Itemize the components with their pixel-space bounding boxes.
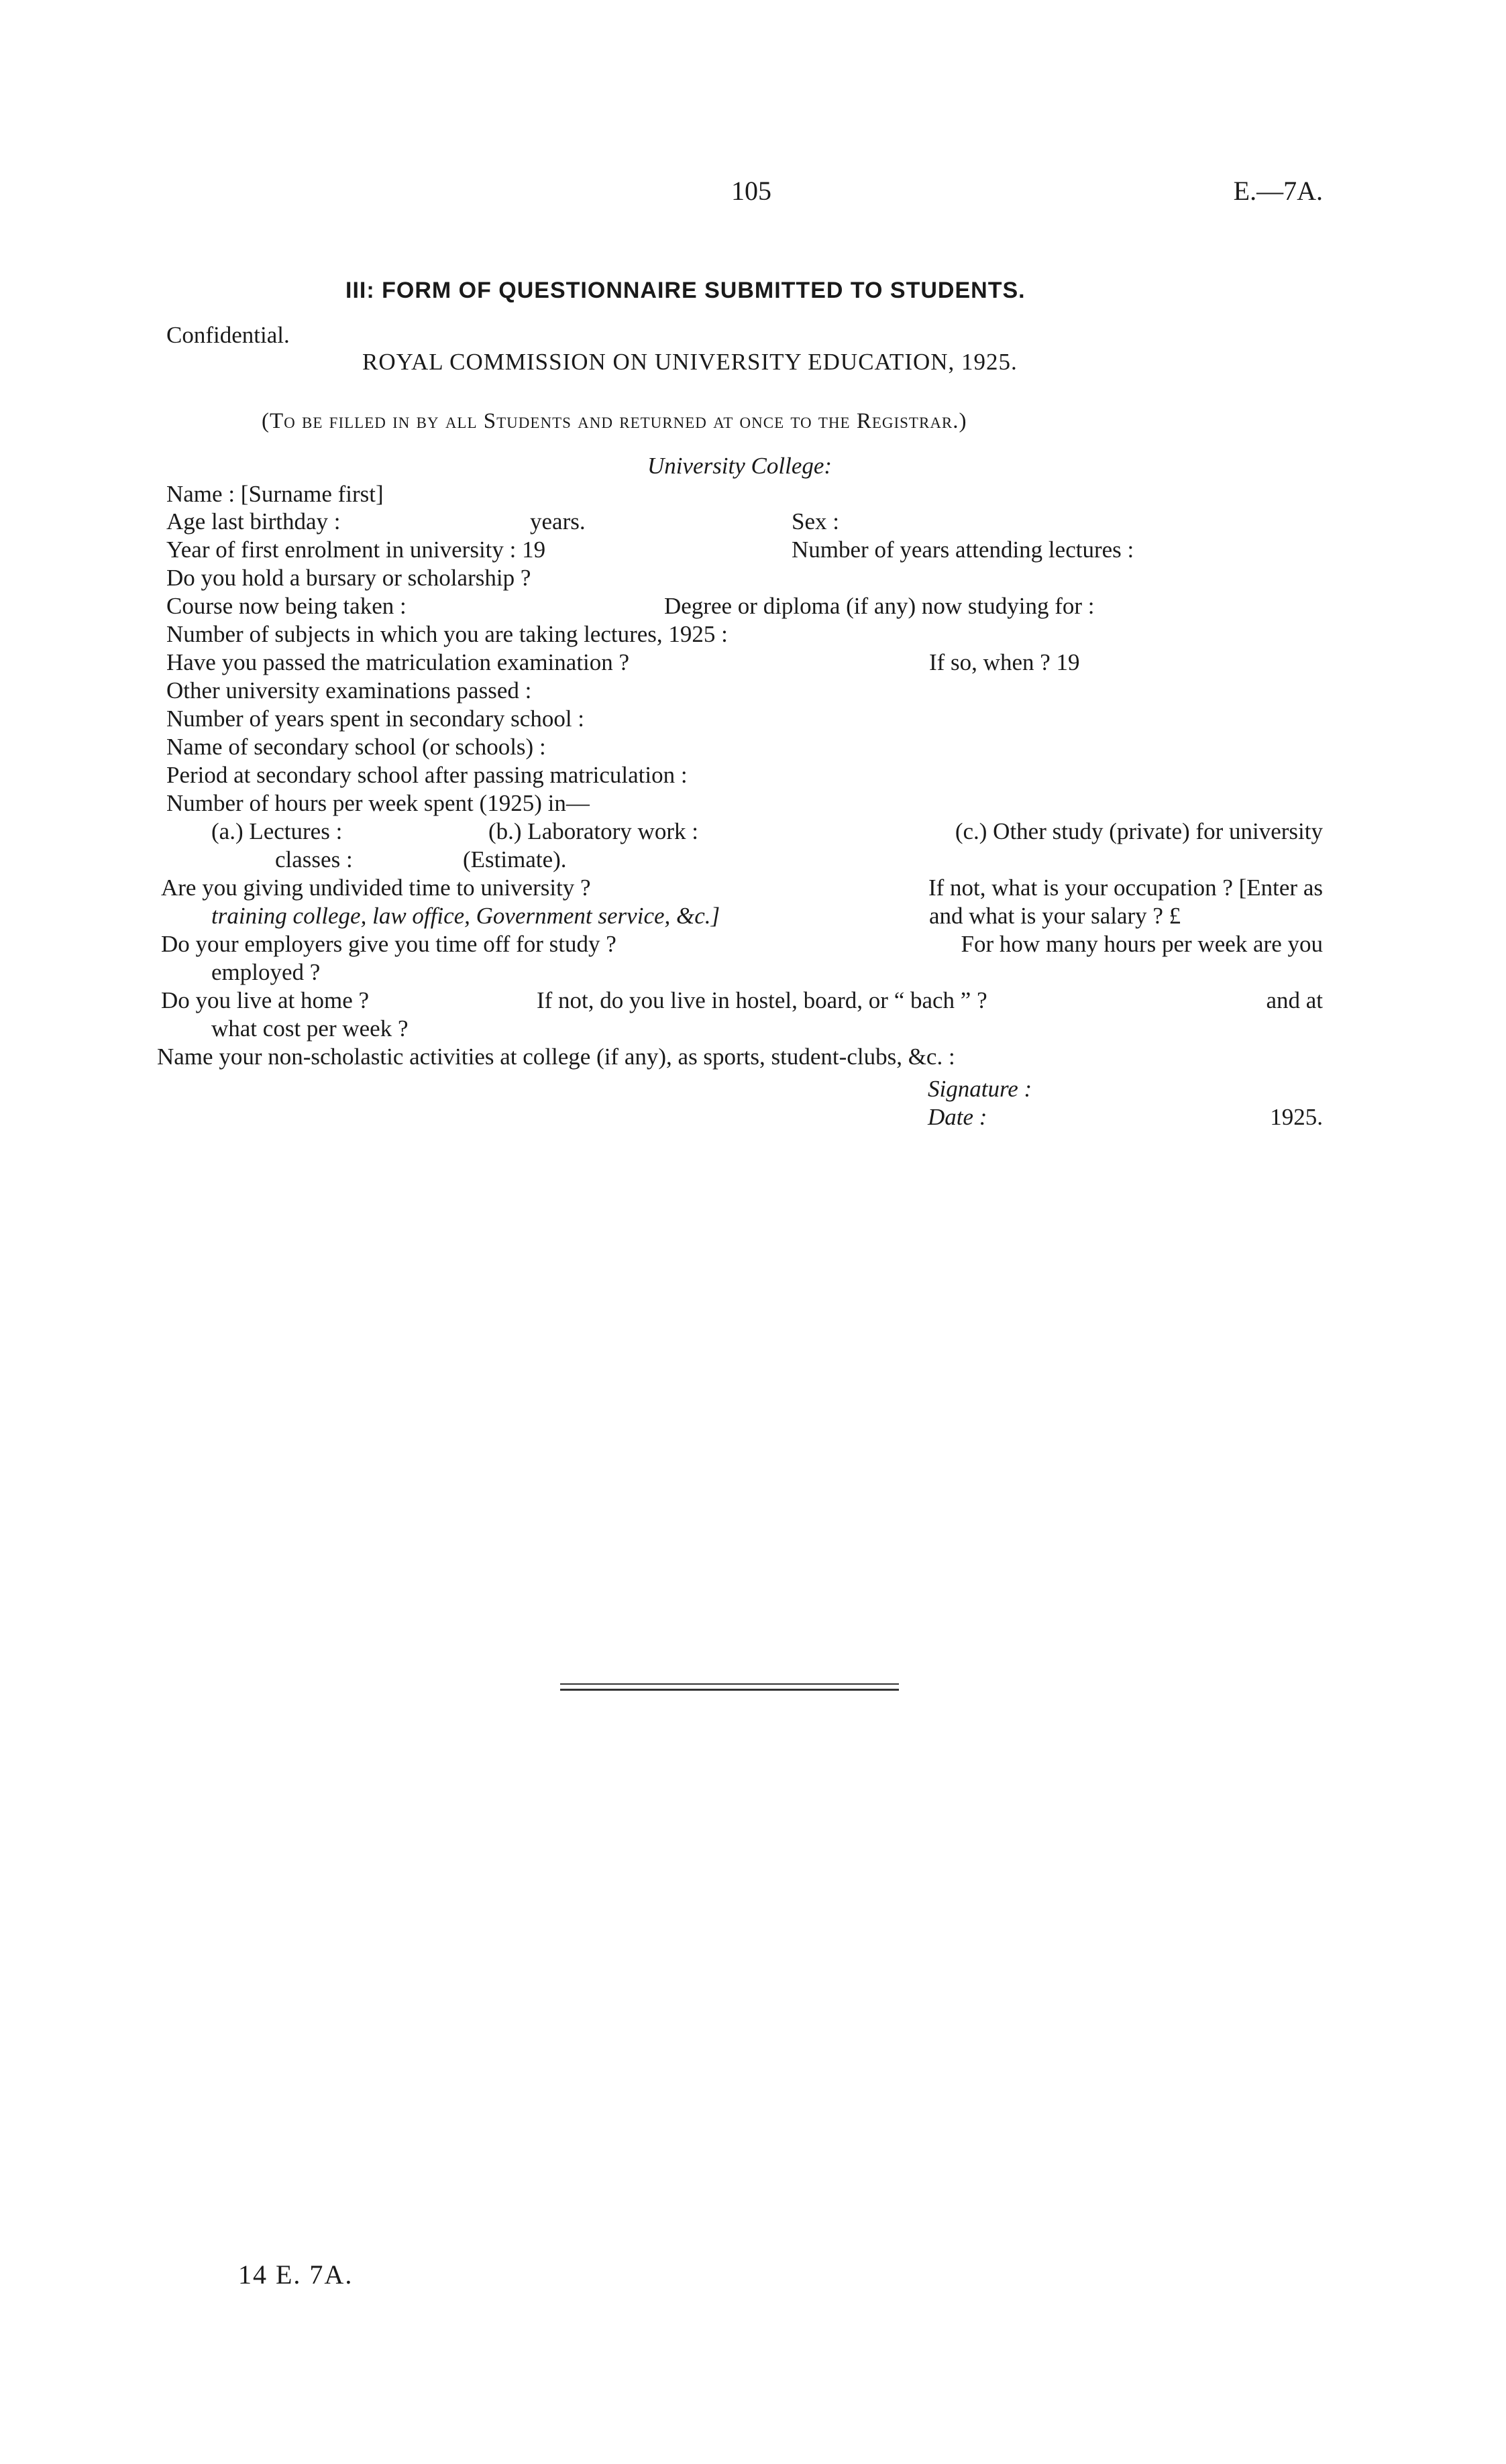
sex-field: Sex : — [792, 508, 839, 535]
occupation-field: If not, what is your occupation ? [Enter as — [928, 875, 1323, 901]
hours-employed-field: For how many hours per week are you — [961, 931, 1323, 957]
cost-per-week-field: what cost per week ? — [211, 1015, 409, 1042]
classes-label: classes : — [275, 846, 353, 873]
matriculation-field: Have you passed the matriculation examination ? — [166, 649, 630, 675]
non-scholastic-field: Name your non-scholastic activities at college (if any), as sports, student-clubs, &c. : — [157, 1044, 955, 1070]
period-after-matric-field: Period at secondary school after passing matriculation : — [166, 762, 688, 788]
printer-signature-mark: 14 E. 7A. — [238, 2259, 354, 2290]
occupation-examples: training college, law office, Government service, &c.] — [211, 903, 720, 929]
instruction-note: (To be filled in by all Students and returned at once to the Registrar.) — [262, 409, 967, 433]
live-at-home-field: Do you live at home ? — [161, 987, 370, 1013]
course-field: Course now being taken : — [166, 593, 407, 619]
salary-field: and what is your salary ? £ — [929, 903, 1181, 929]
closing-rule-top — [560, 1683, 899, 1685]
and-at-label: and at — [1266, 987, 1323, 1013]
subjects-field: Number of subjects in which you are taking lectures, 1925 : — [166, 621, 728, 647]
confidential-label: Confidential. — [166, 322, 290, 348]
employers-time-off-field: Do your employers give you time off for study ? — [161, 931, 616, 957]
hostel-field: If not, do you live in hostel, board, or “ bach ” ? — [537, 987, 987, 1013]
other-study-field: (c.) Other study (private) for university — [955, 818, 1323, 844]
commission-heading: ROYAL COMMISSION ON UNIVERSITY EDUCATION, 1925. — [362, 349, 1018, 375]
lectures-field: (a.) Lectures : — [211, 818, 343, 844]
date-field: Date : — [928, 1104, 987, 1130]
matriculation-when-field: If so, when ? 19 — [929, 649, 1080, 675]
signature-field: Signature : — [928, 1076, 1032, 1102]
hours-per-week-heading: Number of hours per week spent (1925) in— — [166, 790, 590, 816]
estimate-label: (Estimate). — [463, 846, 567, 873]
bursary-field: Do you hold a bursary or scholarship ? — [166, 565, 531, 591]
closing-rule-bottom — [560, 1689, 899, 1691]
university-college-field: University College: — [647, 453, 832, 479]
undivided-time-field: Are you giving undivided time to university ? — [161, 875, 591, 901]
age-years-label: years. — [530, 508, 586, 535]
date-year-label: 1925. — [1270, 1104, 1323, 1130]
questionnaire-title: III: FORM OF QUESTIONNAIRE SUBMITTED TO STUDENTS. — [345, 278, 1026, 303]
secondary-school-field: Name of secondary school (or schools) : — [166, 734, 546, 760]
name-field: Name : [Surname first] — [166, 481, 384, 507]
enrolment-field: Year of first enrolment in university : 19 — [166, 537, 546, 563]
employed-label: employed ? — [211, 959, 321, 985]
page-number: 105 — [731, 176, 771, 206]
years-attending-field: Number of years attending lectures : — [792, 537, 1134, 563]
age-field: Age last birthday : — [166, 508, 341, 535]
laboratory-field: (b.) Laboratory work : — [488, 818, 698, 844]
document-reference: E.—7A. — [1233, 176, 1323, 206]
other-exams-field: Other university examinations passed : — [166, 677, 532, 704]
degree-field: Degree or diploma (if any) now studying for : — [664, 593, 1095, 619]
secondary-years-field: Number of years spent in secondary school : — [166, 706, 585, 732]
